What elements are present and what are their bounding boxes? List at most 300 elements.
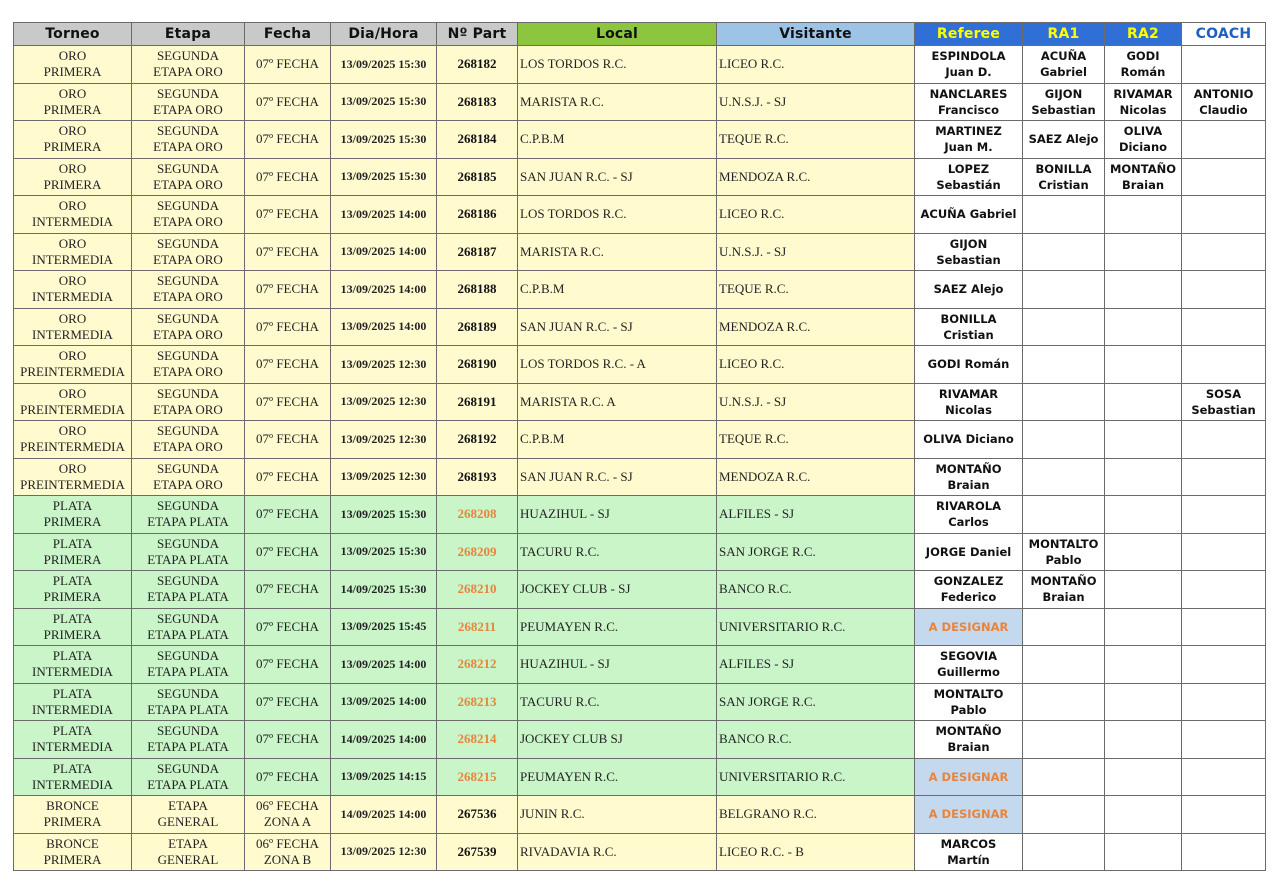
local-team-cell — [518, 383, 717, 421]
table-row — [14, 271, 1266, 309]
visitante-team-cell — [717, 721, 915, 759]
local-team-cell — [518, 271, 717, 309]
ra1-cell — [1023, 308, 1105, 346]
coach-cell — [1182, 683, 1266, 721]
ra1-cell — [1023, 646, 1105, 684]
fecha-cell — [245, 533, 331, 571]
coach-cell — [1182, 758, 1266, 796]
coach-cell — [1182, 496, 1266, 534]
local-team-cell — [518, 496, 717, 534]
dia-hora-cell-line: 13/09/2025 14:00 — [340, 319, 427, 334]
local-team-cell-line: MARISTA R.C. — [520, 93, 604, 109]
etapa-cell-line: SEGUNDA — [156, 198, 220, 214]
ra2-cell — [1105, 196, 1182, 234]
ra2-cell — [1105, 608, 1182, 646]
etapa-cell — [132, 796, 245, 834]
torneo-cell-line: ORO — [58, 85, 87, 101]
fecha-cell — [245, 608, 331, 646]
torneo-cell — [14, 158, 132, 196]
torneo-cell — [14, 833, 132, 871]
part-number-cell-line: 267536 — [457, 806, 497, 822]
dia-hora-cell — [331, 721, 437, 759]
header-etapa: Etapa — [132, 23, 245, 46]
local-team-cell — [518, 46, 717, 84]
ra1-cell — [1023, 158, 1105, 196]
part-number-cell-line: 268187 — [457, 243, 497, 259]
part-number-cell-line: 267539 — [457, 843, 497, 859]
coach-cell-line: Sebastian — [1191, 402, 1256, 417]
part-number-cell — [437, 121, 518, 159]
visitante-team-cell — [717, 196, 915, 234]
part-number-cell — [437, 683, 518, 721]
visitante-team-cell-line: ALFILES - SJ — [719, 656, 795, 672]
visitante-team-cell-line: U.N.S.J. - SJ — [719, 393, 787, 409]
fecha-cell-line: 07º FECHA — [256, 243, 319, 259]
referee-cell-line: Braian — [947, 740, 990, 755]
etapa-cell — [132, 758, 245, 796]
local-team-cell-line: SAN JUAN R.C. - SJ — [520, 318, 633, 334]
coach-cell — [1182, 46, 1266, 84]
etapa-cell-line: GENERAL — [157, 814, 219, 830]
ra1-cell-line: SAEZ Alejo — [1028, 132, 1099, 147]
ra1-cell-line: ACUÑA — [1040, 49, 1087, 64]
referee-cell-line: GONZALEZ — [933, 574, 1004, 589]
etapa-cell-line: ETAPA ORO — [153, 251, 223, 267]
dia-hora-cell-line: 13/09/2025 15:30 — [340, 56, 427, 71]
visitante-team-cell — [717, 346, 915, 384]
dia-hora-cell — [331, 796, 437, 834]
fecha-cell-line: 07º FECHA — [256, 318, 319, 334]
dia-hora-cell — [331, 421, 437, 459]
etapa-cell-line: ETAPA ORO — [153, 476, 223, 492]
coach-cell — [1182, 196, 1266, 234]
ra1-cell — [1023, 271, 1105, 309]
etapa-cell — [132, 271, 245, 309]
ra1-cell — [1023, 121, 1105, 159]
etapa-cell-line: ETAPA ORO — [153, 214, 223, 230]
fecha-cell-line: 07º FECHA — [256, 356, 319, 372]
torneo-cell-line: ORO — [58, 423, 87, 439]
fecha-cell — [245, 383, 331, 421]
fecha-cell — [245, 571, 331, 609]
torneo-cell — [14, 308, 132, 346]
etapa-cell-line: ETAPA — [168, 798, 208, 814]
part-number-cell-line: 268188 — [457, 281, 497, 297]
coach-cell — [1182, 271, 1266, 309]
referee-cell-line: MONTALTO — [933, 686, 1004, 701]
torneo-cell-line: PRIMERA — [43, 814, 102, 830]
torneo-cell-line: INTERMEDIA — [32, 326, 113, 342]
dia-hora-cell — [331, 533, 437, 571]
ra1-cell — [1023, 758, 1105, 796]
visitante-team-cell — [717, 121, 915, 159]
torneo-cell — [14, 458, 132, 496]
torneo-cell-line: PLATA — [52, 685, 93, 701]
dia-hora-cell — [331, 646, 437, 684]
visitante-team-cell — [717, 83, 915, 121]
torneo-cell-line: PREINTERMEDIA — [20, 476, 125, 492]
ra2-cell — [1105, 346, 1182, 384]
part-number-cell — [437, 383, 518, 421]
dia-hora-cell-line: 13/09/2025 14:00 — [340, 656, 427, 671]
etapa-cell-line: ETAPA PLATA — [147, 551, 229, 567]
etapa-cell — [132, 158, 245, 196]
ra1-cell — [1023, 233, 1105, 271]
part-number-cell — [437, 646, 518, 684]
dia-hora-cell-line: 13/09/2025 14:00 — [340, 694, 427, 709]
local-team-cell-line: HUAZIHUL - SJ — [520, 506, 610, 522]
part-number-cell-line: 268186 — [457, 206, 497, 222]
local-team-cell — [518, 683, 717, 721]
table-row — [14, 121, 1266, 159]
part-number-cell-line: 268183 — [457, 93, 497, 109]
ra1-cell — [1023, 496, 1105, 534]
torneo-cell — [14, 196, 132, 234]
etapa-cell-line: SEGUNDA — [156, 85, 220, 101]
etapa-cell-line: ETAPA PLATA — [147, 589, 229, 605]
referee-cell — [915, 646, 1023, 684]
dia-hora-cell — [331, 458, 437, 496]
table-row — [14, 721, 1266, 759]
referee-cell — [915, 571, 1023, 609]
dia-hora-cell-line: 13/09/2025 15:30 — [340, 169, 427, 184]
torneo-cell — [14, 83, 132, 121]
etapa-cell-line: SEGUNDA — [156, 385, 220, 401]
fecha-cell-line: 07º FECHA — [256, 56, 319, 72]
etapa-cell — [132, 646, 245, 684]
header-local: Local — [518, 23, 717, 46]
visitante-team-cell — [717, 496, 915, 534]
etapa-cell-line: SEGUNDA — [156, 273, 220, 289]
ra1-cell — [1023, 721, 1105, 759]
local-team-cell-line: LOS TORDOS R.C. - A — [520, 356, 646, 372]
torneo-cell-line: PRIMERA — [43, 626, 102, 642]
etapa-cell-line: ETAPA PLATA — [147, 514, 229, 530]
dia-hora-cell — [331, 271, 437, 309]
dia-hora-cell — [331, 571, 437, 609]
part-number-cell-line: 268208 — [457, 506, 497, 522]
torneo-cell-line: INTERMEDIA — [32, 289, 113, 305]
torneo-cell-line: ORO — [58, 48, 87, 64]
referee-cell-line: MONTAÑO — [935, 461, 1002, 476]
etapa-cell-line: SEGUNDA — [156, 235, 220, 251]
ra2-cell-line: Nicolas — [1119, 102, 1167, 117]
local-team-cell — [518, 308, 717, 346]
coach-cell — [1182, 833, 1266, 871]
torneo-cell-line: INTERMEDIA — [32, 701, 113, 717]
ra1-cell — [1023, 833, 1105, 871]
local-team-cell-line: PEUMAYEN R.C. — [520, 618, 619, 634]
local-team-cell — [518, 608, 717, 646]
etapa-cell-line: SEGUNDA — [156, 160, 220, 176]
referee-cell-line: Nicolas — [945, 402, 992, 417]
torneo-cell-line: PREINTERMEDIA — [20, 439, 125, 455]
torneo-cell — [14, 121, 132, 159]
fecha-cell — [245, 308, 331, 346]
ra2-cell — [1105, 496, 1182, 534]
dia-hora-cell-line: 13/09/2025 12:30 — [340, 844, 427, 859]
coach-cell-line: ANTONIO — [1193, 86, 1254, 101]
dia-hora-cell — [331, 346, 437, 384]
local-team-cell — [518, 158, 717, 196]
etapa-cell-line: SEGUNDA — [156, 48, 220, 64]
ra2-cell — [1105, 796, 1182, 834]
torneo-cell — [14, 46, 132, 84]
coach-cell — [1182, 158, 1266, 196]
visitante-team-cell — [717, 571, 915, 609]
fecha-cell-line: 06º FECHA — [256, 798, 319, 814]
etapa-cell-line: SEGUNDA — [156, 648, 220, 664]
referee-cell-line: MONTAÑO — [935, 724, 1002, 739]
ra2-cell — [1105, 758, 1182, 796]
visitante-team-cell-line: TEQUE R.C. — [719, 131, 789, 147]
visitante-team-cell-line: SAN JORGE R.C. — [719, 543, 816, 559]
referee-cell-line: Pablo — [950, 702, 987, 717]
etapa-cell-line: ETAPA ORO — [153, 101, 223, 117]
dia-hora-cell-line: 13/09/2025 14:15 — [340, 769, 427, 784]
ra1-cell-line: Sebastian — [1031, 102, 1096, 117]
coach-cell — [1182, 346, 1266, 384]
visitante-team-cell — [717, 383, 915, 421]
etapa-cell — [132, 571, 245, 609]
referee-cell — [915, 758, 1023, 796]
part-number-cell — [437, 46, 518, 84]
local-team-cell-line: TACURU R.C. — [520, 543, 600, 559]
part-number-cell — [437, 571, 518, 609]
table-row — [14, 683, 1266, 721]
torneo-cell-line: PLATA — [52, 723, 93, 739]
fecha-cell-line: 06º FECHA — [256, 835, 319, 851]
dia-hora-cell — [331, 83, 437, 121]
referee-cell — [915, 608, 1023, 646]
etapa-cell-line: SEGUNDA — [156, 498, 220, 514]
referee-cell-line: Carlos — [948, 515, 989, 530]
ra1-cell-line: MONTAÑO — [1030, 574, 1097, 589]
ra1-cell — [1023, 458, 1105, 496]
ra1-cell-line: MONTALTO — [1028, 536, 1099, 551]
referee-cell-line: SAEZ Alejo — [933, 282, 1004, 297]
referee-cell — [915, 383, 1023, 421]
etapa-cell-line: ETAPA ORO — [153, 326, 223, 342]
local-team-cell-line: JUNIN R.C. — [520, 806, 585, 822]
visitante-team-cell — [717, 233, 915, 271]
visitante-team-cell — [717, 308, 915, 346]
part-number-cell-line: 268184 — [457, 131, 497, 147]
torneo-cell — [14, 271, 132, 309]
torneo-cell-line: ORO — [58, 310, 87, 326]
visitante-team-cell-line: U.N.S.J. - SJ — [719, 243, 787, 259]
torneo-cell-line: INTERMEDIA — [32, 664, 113, 680]
local-team-cell-line: TACURU R.C. — [520, 693, 600, 709]
local-team-cell — [518, 571, 717, 609]
ra1-cell — [1023, 683, 1105, 721]
table-row — [14, 346, 1266, 384]
etapa-cell-line: ETAPA PLATA — [147, 626, 229, 642]
local-team-cell-line: MARISTA R.C. — [520, 243, 604, 259]
visitante-team-cell-line: ALFILES - SJ — [719, 506, 795, 522]
fecha-cell-line: 07º FECHA — [256, 206, 319, 222]
referee-cell — [915, 796, 1023, 834]
torneo-cell-line: ORO — [58, 385, 87, 401]
visitante-team-cell — [717, 533, 915, 571]
referee-cell — [915, 683, 1023, 721]
etapa-cell-line: ETAPA PLATA — [147, 701, 229, 717]
fecha-cell — [245, 496, 331, 534]
coach-cell — [1182, 571, 1266, 609]
etapa-cell-line: ETAPA — [168, 835, 208, 851]
table-row — [14, 233, 1266, 271]
table-row — [14, 496, 1266, 534]
referee-cell — [915, 346, 1023, 384]
dia-hora-cell-line: 13/09/2025 14:00 — [340, 244, 427, 259]
part-number-cell — [437, 796, 518, 834]
table-row — [14, 458, 1266, 496]
torneo-cell — [14, 608, 132, 646]
referee-cell-line: Federico — [940, 590, 997, 605]
part-number-cell-line: 268211 — [457, 618, 497, 634]
ra1-cell — [1023, 796, 1105, 834]
referee-cell-line: Martín — [947, 852, 990, 867]
referee-cell — [915, 833, 1023, 871]
etapa-cell — [132, 383, 245, 421]
referee-cell-line: Juan M. — [944, 140, 993, 155]
table-row — [14, 196, 1266, 234]
visitante-team-cell-line: LICEO R.C. — [719, 206, 785, 222]
header-row — [14, 23, 1266, 46]
fecha-cell — [245, 721, 331, 759]
part-number-cell — [437, 346, 518, 384]
referee-cell-line: MARCOS — [940, 836, 997, 851]
fecha-cell — [245, 683, 331, 721]
etapa-cell-line: ETAPA PLATA — [147, 776, 229, 792]
etapa-cell — [132, 83, 245, 121]
etapa-cell-line: ETAPA ORO — [153, 364, 223, 380]
visitante-team-cell-line: MENDOZA R.C. — [719, 468, 811, 484]
referee-cell-line: RIVAMAR — [938, 386, 999, 401]
ra2-cell — [1105, 83, 1182, 121]
part-number-cell — [437, 233, 518, 271]
local-team-cell-line: PEUMAYEN R.C. — [520, 768, 619, 784]
dia-hora-cell-line: 13/09/2025 15:30 — [340, 506, 427, 521]
ra2-cell — [1105, 46, 1182, 84]
etapa-cell — [132, 46, 245, 84]
part-number-cell — [437, 721, 518, 759]
visitante-team-cell-line: TEQUE R.C. — [719, 281, 789, 297]
referee-cell-line: LOPEZ — [947, 161, 990, 176]
referee-cell — [915, 533, 1023, 571]
table-row — [14, 608, 1266, 646]
ra2-cell-line: Diciano — [1118, 140, 1168, 155]
local-team-cell-line: LOS TORDOS R.C. — [520, 56, 627, 72]
table-row — [14, 83, 1266, 121]
ra2-cell — [1105, 571, 1182, 609]
header-ra1: RA1 — [1023, 23, 1105, 46]
dia-hora-cell — [331, 758, 437, 796]
part-number-cell-line: 268189 — [457, 318, 497, 334]
local-team-cell — [518, 421, 717, 459]
coach-cell — [1182, 608, 1266, 646]
ra1-cell — [1023, 608, 1105, 646]
referee-cell — [915, 458, 1023, 496]
local-team-cell — [518, 721, 717, 759]
fecha-cell — [245, 796, 331, 834]
table-row — [14, 158, 1266, 196]
visitante-team-cell-line: MENDOZA R.C. — [719, 318, 811, 334]
local-team-cell-line: MARISTA R.C. A — [520, 393, 616, 409]
local-team-cell-line: HUAZIHUL - SJ — [520, 656, 610, 672]
table-row — [14, 308, 1266, 346]
table-row — [14, 646, 1266, 684]
etapa-cell-line: SEGUNDA — [156, 348, 220, 364]
etapa-cell-line: SEGUNDA — [156, 423, 220, 439]
part-number-cell-line: 268212 — [457, 656, 497, 672]
referee-cell-line: Sebastian — [936, 252, 1001, 267]
local-team-cell-line: C.P.B.M — [520, 131, 565, 147]
ra2-cell-line: Braian — [1121, 177, 1165, 192]
coach-cell — [1182, 308, 1266, 346]
fecha-cell — [245, 271, 331, 309]
coach-cell — [1182, 533, 1266, 571]
header-ra2: RA2 — [1105, 23, 1182, 46]
referee-cell — [915, 158, 1023, 196]
dia-hora-cell-line: 13/09/2025 12:30 — [340, 394, 427, 409]
fecha-cell-line: 07º FECHA — [256, 618, 319, 634]
referee-cell-line: OLIVA Diciano — [923, 432, 1014, 447]
referee-cell-line: Guillermo — [937, 665, 1000, 680]
visitante-team-cell — [717, 46, 915, 84]
torneo-cell — [14, 421, 132, 459]
part-number-cell-line: 268215 — [457, 768, 497, 784]
dia-hora-cell-line: 14/09/2025 15:30 — [340, 581, 427, 596]
referee-cell-line: Sebastián — [936, 177, 1001, 192]
etapa-cell — [132, 683, 245, 721]
visitante-team-cell — [717, 796, 915, 834]
coach-cell — [1182, 83, 1266, 121]
referee-cell — [915, 271, 1023, 309]
fecha-cell — [245, 758, 331, 796]
ra2-cell — [1105, 271, 1182, 309]
fecha-cell-line: 07º FECHA — [256, 506, 319, 522]
table-row — [14, 383, 1266, 421]
torneo-cell-line: PREINTERMEDIA — [20, 364, 125, 380]
visitante-team-cell — [717, 158, 915, 196]
etapa-cell — [132, 121, 245, 159]
fecha-cell-line: 07º FECHA — [256, 693, 319, 709]
local-team-cell-line: SAN JUAN R.C. - SJ — [520, 468, 633, 484]
fecha-cell-line: 07º FECHA — [256, 656, 319, 672]
ra2-cell — [1105, 308, 1182, 346]
referee-cell-line: GIJON — [949, 236, 988, 251]
etapa-cell-line: ETAPA ORO — [153, 176, 223, 192]
visitante-team-cell — [717, 421, 915, 459]
etapa-cell-line: ETAPA ORO — [153, 64, 223, 80]
torneo-cell-line: PLATA — [52, 573, 93, 589]
visitante-team-cell — [717, 833, 915, 871]
fecha-cell-line: 07º FECHA — [256, 731, 319, 747]
header-nro-part: Nº Part — [437, 23, 518, 46]
dia-hora-cell — [331, 46, 437, 84]
part-number-cell-line: 268209 — [457, 543, 497, 559]
visitante-team-cell-line: U.N.S.J. - SJ — [719, 93, 787, 109]
ra1-cell-line: BONILLA — [1035, 161, 1092, 176]
local-team-cell — [518, 458, 717, 496]
fecha-cell-line: 07º FECHA — [256, 93, 319, 109]
etapa-cell — [132, 308, 245, 346]
dia-hora-cell-line: 13/09/2025 14:00 — [340, 206, 427, 221]
torneo-cell — [14, 533, 132, 571]
local-team-cell — [518, 83, 717, 121]
etapa-cell — [132, 233, 245, 271]
